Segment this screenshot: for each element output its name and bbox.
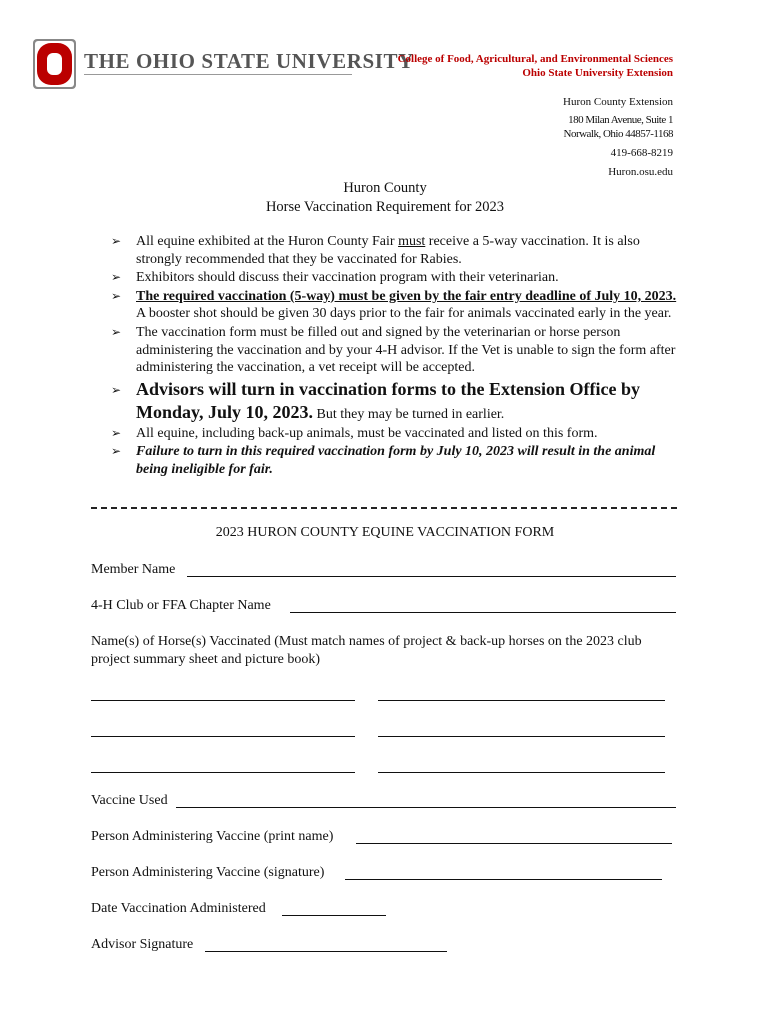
horse-name-input[interactable] (378, 736, 665, 737)
person-signature-input[interactable] (345, 879, 662, 880)
horse-name-input[interactable] (378, 772, 665, 773)
extension-name: Ohio State University Extension (522, 67, 673, 79)
date-field (91, 901, 266, 917)
person-print-label: Person Administering Vaccine (print name) (91, 829, 334, 844)
office-name: Huron County Extension (563, 96, 673, 108)
arrowhead-bullet-icon: ➢ (111, 288, 122, 303)
club-label: 4-H Club or FFA Chapter Name (91, 598, 271, 613)
arrowhead-bullet-icon: ➢ (111, 425, 122, 440)
vaccine-label: Vaccine Used (91, 793, 168, 808)
person-signature-label: Person Administering Vaccine (signature) (91, 865, 325, 880)
list-item: ➢ Advisors will turn in vaccination forms to the Extension Office by Monday, July 10, 2023. But they may be turned in earlier. (111, 378, 640, 422)
club-field (91, 598, 271, 614)
list-item: ➢ Failure to turn in this required vaccination form by July 10, 2023 will result in the animal being ineligible for fair. (111, 444, 656, 477)
title-county: Huron County (343, 180, 427, 196)
horse-name-input[interactable] (378, 700, 665, 701)
city-address: Norwalk, Ohio 44857-1168 (563, 128, 673, 140)
phone-number: 419-668-8219 (610, 147, 673, 159)
date-input[interactable] (282, 915, 386, 916)
title-requirement: Horse Vaccination Requirement for 2023 (265, 199, 505, 215)
arrowhead-bullet-icon: ➢ (111, 324, 122, 339)
person-print-field (91, 829, 333, 845)
form-title: 2023 HURON COUNTY EQUINE VACCINATION FORM (215, 525, 555, 540)
horses-label: Name(s) of Horse(s) Vaccinated (Must match names of project & back-up horses on the 2023 club project summary sheet and picture book) (91, 634, 642, 667)
date-label: Date Vaccination Administered (91, 901, 266, 916)
arrowhead-bullet-icon: ➢ (111, 234, 122, 248)
vaccine-field (91, 793, 168, 809)
person-print-input[interactable] (356, 843, 672, 844)
list-item: ➢ Exhibitors should discuss their vaccination program with their veterinarian. (111, 270, 559, 286)
list-item: ➢ The required vaccination (5-way) must be given by the fair entry deadline of July 10, 2023. A booster shot should be given 30 days prior to the fair for animals vaccinated early in the year. (111, 288, 677, 322)
arrowhead-bullet-icon: ➢ (111, 444, 122, 459)
header-rule (84, 74, 352, 75)
college-name: College of Food, Agricultural, and Environmental Sciences (397, 53, 673, 65)
list-item: ➢ All equine, including back-up animals, must be vaccinated and listed on this form. (111, 425, 598, 441)
cut-line (91, 507, 677, 509)
university-name: THE OHIO STATE UNIVERSITY (84, 49, 414, 73)
member-name-label: Member Name (91, 562, 176, 577)
person-signature-field (91, 865, 324, 881)
street-address: 180 Milan Avenue, Suite 1 (568, 114, 673, 126)
arrowhead-bullet-icon: ➢ (111, 382, 122, 397)
requirements-list (111, 233, 686, 480)
list-item: ➢ The vaccination form must be filled out and signed by the veterinarian or horse person administering the vaccination and by your 4-H advisor. If the Vet is unable to sign the form after administering the vaccination, a vet receipt will be accepted. (111, 324, 676, 376)
osu-logo-icon (32, 38, 77, 90)
horse-name-input[interactable] (91, 700, 355, 701)
vaccine-input[interactable] (176, 807, 676, 808)
club-input[interactable] (290, 612, 676, 613)
list-item: ➢ All equine exhibited at the Huron County Fair must receive a 5-way vaccination. It is also strongly recommended that they be vaccinated for Rabies. (111, 234, 640, 267)
member-name-field (91, 562, 175, 578)
advisor-signature-input[interactable] (205, 951, 447, 952)
advisor-field (91, 937, 193, 953)
horse-name-input[interactable] (91, 736, 355, 737)
member-name-input[interactable] (187, 576, 676, 577)
advisor-label: Advisor Signature (91, 937, 194, 952)
horse-name-input[interactable] (91, 772, 355, 773)
arrowhead-bullet-icon: ➢ (111, 270, 122, 285)
website: Huron.osu.edu (608, 166, 673, 178)
